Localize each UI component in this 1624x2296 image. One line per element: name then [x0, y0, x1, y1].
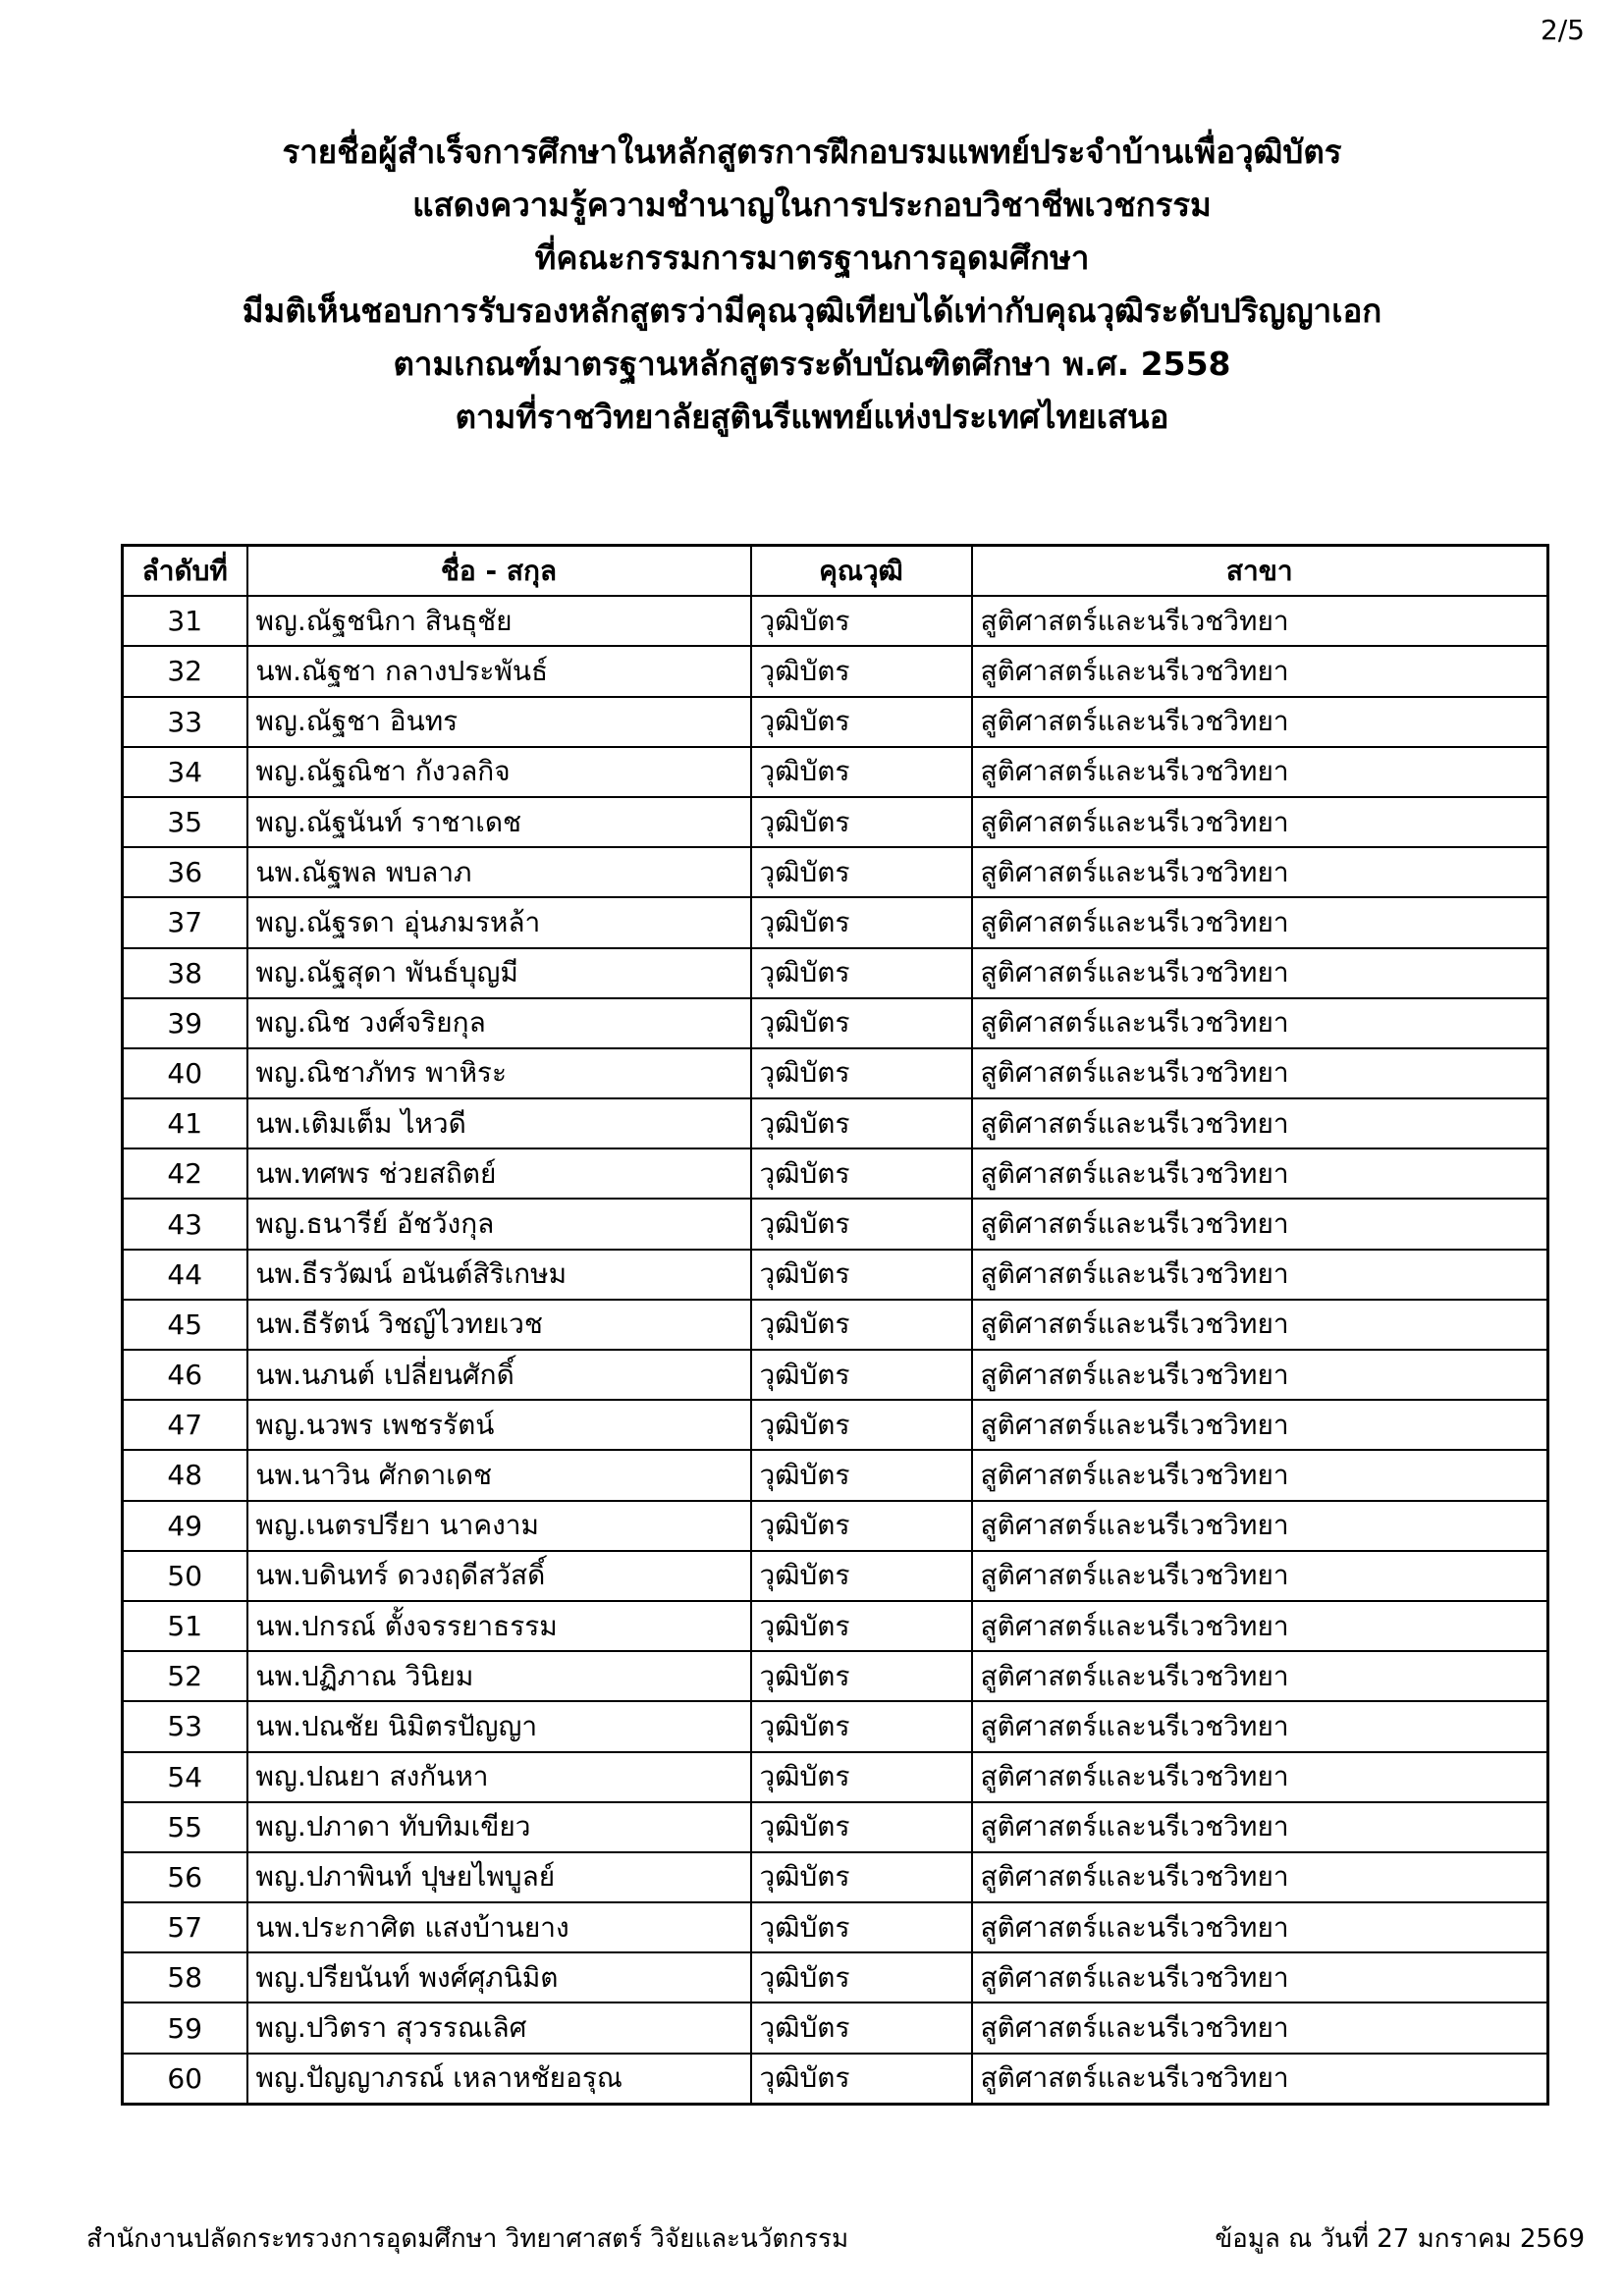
- cell-field: สูติศาสตร์และนรีเวชวิทยา: [972, 596, 1548, 646]
- cell-name: พญ.ณิช วงศ์จริยกุล: [247, 998, 751, 1048]
- cell-name: พญ.ณัฐรดา อุ่นภมรหล้า: [247, 897, 751, 947]
- cell-field: สูติศาสตร์และนรีเวชวิทยา: [972, 998, 1548, 1048]
- cell-qualification: วุฒิบัตร: [751, 2002, 972, 2053]
- cell-name: พญ.ณัฐนันท์ ราชาเดช: [247, 797, 751, 847]
- cell-qualification: วุฒิบัตร: [751, 1952, 972, 2002]
- cell-no: 49: [123, 1501, 247, 1551]
- cell-field: สูติศาสตร์และนรีเวชวิทยา: [972, 1199, 1548, 1249]
- table-row: [123, 646, 1548, 696]
- cell-field: สูติศาสตร์และนรีเวชวิทยา: [972, 747, 1548, 797]
- cell-name: พญ.ณัฐชา อินทร: [247, 697, 751, 747]
- cell-no: 44: [123, 1250, 247, 1300]
- cell-field: สูติศาสตร์และนรีเวชวิทยา: [972, 797, 1548, 847]
- cell-field: สูติศาสตร์และนรีเวชวิทยา: [972, 1501, 1548, 1551]
- cell-no: 38: [123, 948, 247, 998]
- cell-name: พญ.ปภาดา ทับทิมเขียว: [247, 1802, 751, 1852]
- table-row: [123, 1852, 1548, 1902]
- cell-field: สูติศาสตร์และนรีเวชวิทยา: [972, 1852, 1548, 1902]
- header-field: สาขา: [972, 546, 1548, 597]
- table-row: [123, 1802, 1548, 1852]
- table-row: [123, 1400, 1548, 1450]
- cell-qualification: วุฒิบัตร: [751, 1098, 972, 1148]
- cell-name: นพ.บดินทร์ ดวงฤดีสวัสดิ์: [247, 1551, 751, 1601]
- table-row: [123, 1551, 1548, 1601]
- cell-field: สูติศาสตร์และนรีเวชวิทยา: [972, 1952, 1548, 2002]
- cell-no: 36: [123, 847, 247, 897]
- cell-no: 39: [123, 998, 247, 1048]
- cell-name: พญ.ณัฐสุดา พันธ์บุญมี: [247, 948, 751, 998]
- cell-no: 51: [123, 1601, 247, 1651]
- footer-date: ข้อมูล ณ วันที่ 27 มกราคม 2569: [1215, 2224, 1585, 2254]
- cell-field: สูติศาสตร์และนรีเวชวิทยา: [972, 1802, 1548, 1852]
- cell-qualification: วุฒิบัตร: [751, 2054, 972, 2105]
- table-row: [123, 797, 1548, 847]
- cell-qualification: วุฒิบัตร: [751, 847, 972, 897]
- cell-field: สูติศาสตร์และนรีเวชวิทยา: [972, 646, 1548, 696]
- cell-no: 48: [123, 1450, 247, 1500]
- table-row: [123, 2054, 1548, 2105]
- cell-no: 55: [123, 1802, 247, 1852]
- header-name: ชื่อ - สกุล: [247, 546, 751, 597]
- cell-no: 32: [123, 646, 247, 696]
- cell-qualification: วุฒิบัตร: [751, 797, 972, 847]
- table-row: [123, 847, 1548, 897]
- table-row: [123, 747, 1548, 797]
- cell-no: 52: [123, 1651, 247, 1701]
- cell-no: 50: [123, 1551, 247, 1601]
- cell-no: 54: [123, 1752, 247, 1802]
- cell-field: สูติศาสตร์และนรีเวชวิทยา: [972, 1551, 1548, 1601]
- cell-field: สูติศาสตร์และนรีเวชวิทยา: [972, 1701, 1548, 1751]
- table-body: [123, 596, 1548, 2104]
- document-title: [0, 126, 1624, 444]
- cell-no: 31: [123, 596, 247, 646]
- cell-qualification: วุฒิบัตร: [751, 948, 972, 998]
- table-row: [123, 1148, 1548, 1199]
- cell-field: สูติศาสตร์และนรีเวชวิทยา: [972, 2002, 1548, 2053]
- title-line: ตามที่ราชวิทยาลัยสูตินรีแพทย์แห่งประเทศไทยเสนอ: [455, 398, 1169, 436]
- table-row: [123, 998, 1548, 1048]
- cell-name: นพ.ปณชัย นิมิตรปัญญา: [247, 1701, 751, 1751]
- table-row: [123, 1651, 1548, 1701]
- cell-field: สูติศาสตร์และนรีเวชวิทยา: [972, 1601, 1548, 1651]
- cell-no: 56: [123, 1852, 247, 1902]
- cell-name: พญ.ณัฐชนิกา สินธุชัย: [247, 596, 751, 646]
- table-row: [123, 1450, 1548, 1500]
- cell-name: พญ.ธนารีย์ อัชวังกุล: [247, 1199, 751, 1249]
- cell-name: นพ.เติมเต็ม ไหวดี: [247, 1098, 751, 1148]
- cell-no: 40: [123, 1048, 247, 1098]
- cell-name: นพ.นาวิน ศักดาเดช: [247, 1450, 751, 1500]
- cell-qualification: วุฒิบัตร: [751, 1048, 972, 1098]
- cell-qualification: วุฒิบัตร: [751, 1199, 972, 1249]
- cell-qualification: วุฒิบัตร: [751, 998, 972, 1048]
- table-row: [123, 1501, 1548, 1551]
- table-row: [123, 1952, 1548, 2002]
- cell-qualification: วุฒิบัตร: [751, 1400, 972, 1450]
- cell-qualification: วุฒิบัตร: [751, 1802, 972, 1852]
- title-line: ตามเกณฑ์มาตรฐานหลักสูตรระดับบัณฑิตศึกษา พ.ศ. 2558: [393, 345, 1231, 383]
- cell-name: นพ.ณัฐชา กลางประพันธ์: [247, 646, 751, 696]
- cell-field: สูติศาสตร์และนรีเวชวิทยา: [972, 697, 1548, 747]
- cell-field: สูติศาสตร์และนรีเวชวิทยา: [972, 1902, 1548, 1952]
- cell-name: นพ.ธีรัตน์ วิชญ์ไวทยเวช: [247, 1300, 751, 1350]
- title-line: ที่คณะกรรมการมาตรฐานการอุดมศึกษา: [534, 239, 1090, 277]
- cell-no: 42: [123, 1148, 247, 1199]
- cell-name: นพ.ประกาศิต แสงบ้านยาง: [247, 1902, 751, 1952]
- table-row: [123, 1300, 1548, 1350]
- cell-name: นพ.ธีรวัฒน์ อนันต์สิริเกษม: [247, 1250, 751, 1300]
- cell-no: 46: [123, 1350, 247, 1400]
- cell-qualification: วุฒิบัตร: [751, 697, 972, 747]
- cell-no: 41: [123, 1098, 247, 1148]
- cell-field: สูติศาสตร์และนรีเวชวิทยา: [972, 1300, 1548, 1350]
- table-header-row: [123, 546, 1548, 597]
- cell-no: 43: [123, 1199, 247, 1249]
- table-row: [123, 1902, 1548, 1952]
- cell-no: 47: [123, 1400, 247, 1450]
- table-row: [123, 1752, 1548, 1802]
- table-row: [123, 1701, 1548, 1751]
- cell-name: พญ.ปณยา สงกันหา: [247, 1752, 751, 1802]
- table-row: [123, 1350, 1548, 1400]
- cell-field: สูติศาสตร์และนรีเวชวิทยา: [972, 1450, 1548, 1500]
- cell-name: พญ.เนตรปรียา นาคงาม: [247, 1501, 751, 1551]
- cell-qualification: วุฒิบัตร: [751, 1501, 972, 1551]
- page-number: 2/5: [1540, 14, 1585, 46]
- table-row: [123, 2002, 1548, 2053]
- cell-field: สูติศาสตร์และนรีเวชวิทยา: [972, 1752, 1548, 1802]
- table-row: [123, 1048, 1548, 1098]
- cell-name: พญ.ปวิตรา สุวรรณเลิศ: [247, 2002, 751, 2053]
- cell-qualification: วุฒิบัตร: [751, 646, 972, 696]
- cell-field: สูติศาสตร์และนรีเวชวิทยา: [972, 1651, 1548, 1701]
- cell-name: นพ.ปกรณ์ ตั้งจรรยาธรรม: [247, 1601, 751, 1651]
- table-row: [123, 697, 1548, 747]
- footer-office: สำนักงานปลัดกระทรวงการอุดมศึกษา วิทยาศาสตร์ วิจัยและนวัตกรรม: [86, 2224, 849, 2254]
- cell-field: สูติศาสตร์และนรีเวชวิทยา: [972, 1098, 1548, 1148]
- cell-qualification: วุฒิบัตร: [751, 1601, 972, 1651]
- cell-name: พญ.ณัฐณิชา กังวลกิจ: [247, 747, 751, 797]
- cell-field: สูติศาสตร์และนรีเวชวิทยา: [972, 1400, 1548, 1450]
- table-row: [123, 1601, 1548, 1651]
- table-row: [123, 1098, 1548, 1148]
- cell-no: 57: [123, 1902, 247, 1952]
- title-line: แสดงความรู้ความชำนาญในการประกอบวิชาชีพเวชกรรม: [412, 186, 1212, 224]
- table-row: [123, 948, 1548, 998]
- cell-field: สูติศาสตร์และนรีเวชวิทยา: [972, 1250, 1548, 1300]
- table-row: [123, 596, 1548, 646]
- table-row: [123, 1199, 1548, 1249]
- cell-qualification: วุฒิบัตร: [751, 1551, 972, 1601]
- cell-name: พญ.ปภาพินท์ ปุษยไพบูลย์: [247, 1852, 751, 1902]
- cell-field: สูติศาสตร์และนรีเวชวิทยา: [972, 2054, 1548, 2105]
- cell-qualification: วุฒิบัตร: [751, 1450, 972, 1500]
- cell-no: 45: [123, 1300, 247, 1350]
- cell-qualification: วุฒิบัตร: [751, 897, 972, 947]
- title-line: รายชื่อผู้สำเร็จการศึกษาในหลักสูตรการฝึกอบรมแพทย์ประจำบ้านเพื่อวุฒิบัตร: [282, 133, 1342, 171]
- cell-qualification: วุฒิบัตร: [751, 596, 972, 646]
- title-line: มีมติเห็นชอบการรับรองหลักสูตรว่ามีคุณวุฒิเทียบได้เท่ากับคุณวุฒิระดับปริญญาเอก: [242, 292, 1382, 330]
- cell-name: นพ.ปฏิภาณ วินิยม: [247, 1651, 751, 1701]
- cell-field: สูติศาสตร์และนรีเวชวิทยา: [972, 847, 1548, 897]
- cell-no: 59: [123, 2002, 247, 2053]
- cell-qualification: วุฒิบัตร: [751, 1852, 972, 1902]
- cell-no: 37: [123, 897, 247, 947]
- cell-no: 53: [123, 1701, 247, 1751]
- cell-qualification: วุฒิบัตร: [751, 747, 972, 797]
- header-no: ลำดับที่: [123, 546, 247, 597]
- cell-field: สูติศาสตร์และนรีเวชวิทยา: [972, 1350, 1548, 1400]
- table-row: [123, 897, 1548, 947]
- cell-qualification: วุฒิบัตร: [751, 1701, 972, 1751]
- cell-no: 58: [123, 1952, 247, 2002]
- cell-qualification: วุฒิบัตร: [751, 1902, 972, 1952]
- table-row: [123, 1250, 1548, 1300]
- cell-field: สูติศาสตร์และนรีเวชวิทยา: [972, 1148, 1548, 1199]
- cell-name: พญ.นวพร เพชรรัตน์: [247, 1400, 751, 1450]
- cell-no: 35: [123, 797, 247, 847]
- header-qualification: คุณวุฒิ: [751, 546, 972, 597]
- cell-no: 33: [123, 697, 247, 747]
- cell-field: สูติศาสตร์และนรีเวชวิทยา: [972, 897, 1548, 947]
- cell-name: พญ.ณิชาภัทร พาหิระ: [247, 1048, 751, 1098]
- cell-qualification: วุฒิบัตร: [751, 1350, 972, 1400]
- cell-field: สูติศาสตร์และนรีเวชวิทยา: [972, 948, 1548, 998]
- cell-name: พญ.ปรียนันท์ พงศ์ศุภนิมิต: [247, 1952, 751, 2002]
- cell-qualification: วุฒิบัตร: [751, 1300, 972, 1350]
- cell-no: 34: [123, 747, 247, 797]
- cell-name: นพ.ณัฐพล พบลาภ: [247, 847, 751, 897]
- cell-qualification: วุฒิบัตร: [751, 1148, 972, 1199]
- graduates-table: [121, 544, 1549, 2106]
- cell-qualification: วุฒิบัตร: [751, 1250, 972, 1300]
- cell-name: พญ.ปัญญาภรณ์ เหลาหชัยอรุณ: [247, 2054, 751, 2105]
- cell-qualification: วุฒิบัตร: [751, 1651, 972, 1701]
- cell-field: สูติศาสตร์และนรีเวชวิทยา: [972, 1048, 1548, 1098]
- cell-no: 60: [123, 2054, 247, 2105]
- cell-name: นพ.ทศพร ช่วยสถิตย์: [247, 1148, 751, 1199]
- cell-name: นพ.นภนต์ เปลี่ยนศักดิ์: [247, 1350, 751, 1400]
- cell-qualification: วุฒิบัตร: [751, 1752, 972, 1802]
